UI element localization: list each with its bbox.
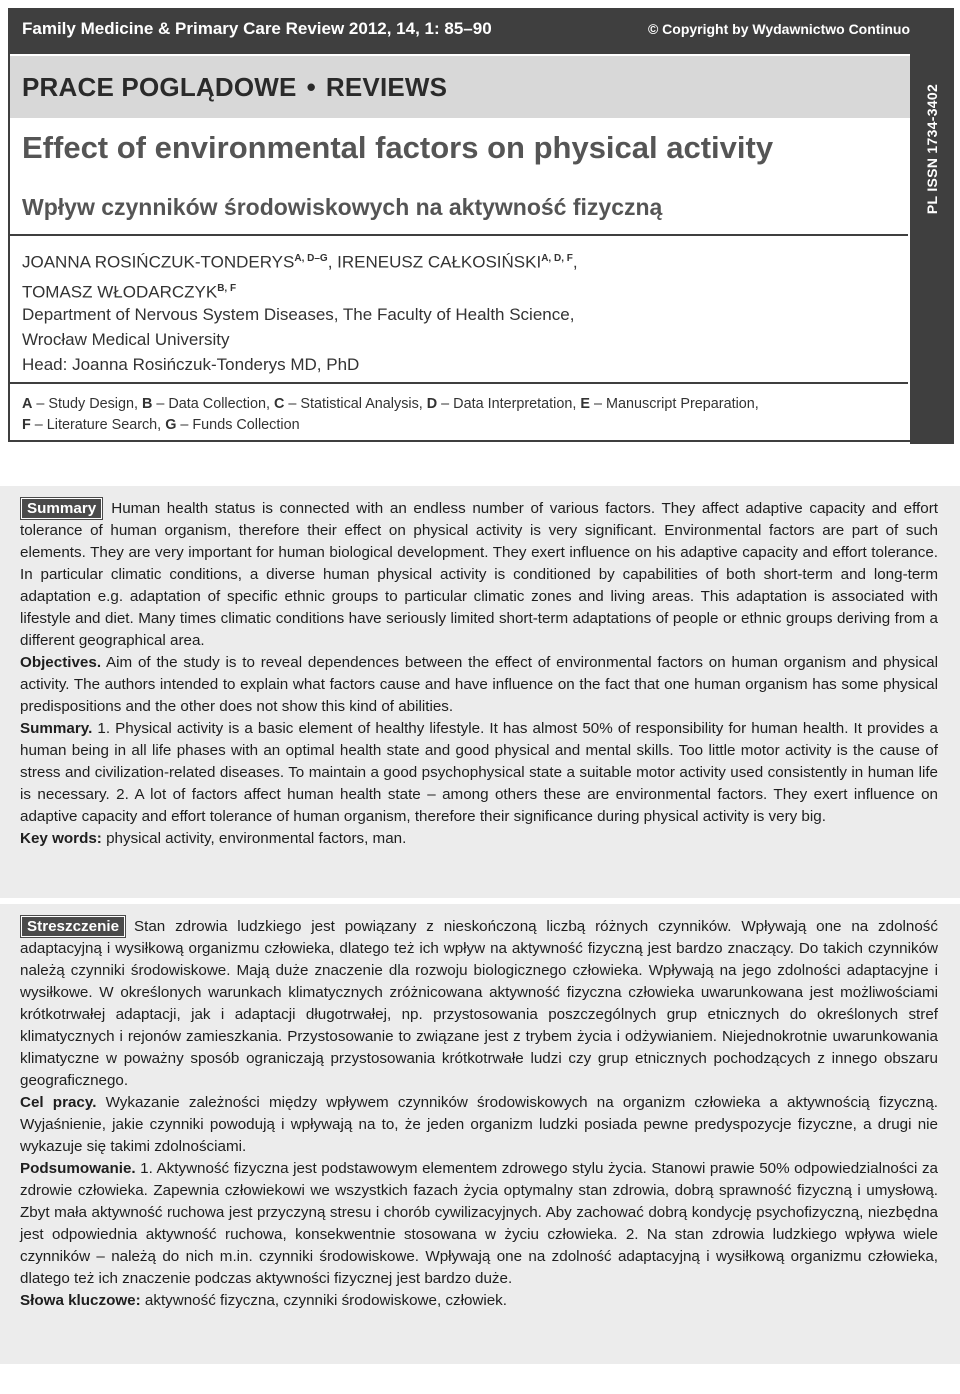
abstract-intro	[20, 498, 938, 652]
podsumowanie-label: Podsumowanie.	[20, 1160, 136, 1177]
contribution-text: – Funds Collection	[176, 417, 300, 433]
issn-sidebar	[910, 54, 954, 444]
section-separator: •	[306, 72, 316, 102]
author-separator: ,	[572, 252, 578, 272]
journal-citation: Family Medicine & Primary Care Review 2012, 14, 1: 85–90	[22, 19, 492, 38]
article-title-pl: Wpływ czynników środowiskowych na aktywność fizyczną	[22, 194, 663, 220]
contribution-key: C	[274, 396, 285, 412]
abstract-keywords	[20, 828, 938, 850]
streszczenie-intro	[20, 916, 938, 1092]
summary-label: Summary.	[20, 720, 93, 737]
author-name: JOANNA ROSIŃCZUK-TONDERYS	[22, 252, 295, 272]
contribution-key: D	[426, 396, 438, 412]
objectives-text: Aim of the study is to reveal dependences between the effect of environmental factors on human organism and physical activity. The authors intended to explain what factors cause and have influence on the fact that one human organism has some physical predispositions and the other does not show this kind of abilities.	[20, 654, 938, 715]
keywords-text: physical activity, environmental factors, man.	[101, 830, 407, 847]
contribution-key: A	[22, 396, 33, 412]
streszczenie-summary	[20, 1158, 938, 1290]
contribution-legend-box	[10, 384, 908, 440]
author-name: TOMASZ WŁODARCZYK	[22, 282, 218, 302]
author-contribution-code: A, D–G	[294, 253, 328, 264]
contribution-key: B	[142, 396, 153, 412]
goal-label: Cel pracy.	[20, 1094, 97, 1111]
contribution-text: – Study Design,	[32, 396, 142, 412]
journal-header-bar	[8, 8, 954, 54]
author-name: , IRENEUSZ CAŁKOSIŃSKI	[327, 252, 542, 272]
abstract-objectives	[20, 652, 938, 718]
contribution-text: – Literature Search,	[30, 417, 166, 433]
affiliation-department: Department of Nervous System Diseases, The Faculty of Health Science,	[22, 305, 575, 324]
contribution-key: F	[22, 417, 31, 433]
abstract-polish	[20, 904, 938, 1364]
author-contribution-code: A, D, F	[541, 253, 573, 264]
contribution-key: E	[580, 396, 590, 412]
abstract-english	[20, 486, 938, 898]
streszczenie-keywords	[20, 1290, 938, 1312]
copyright-notice: © Copyright by Wydawnictwo Continuo	[647, 21, 910, 37]
authors-affiliation-box	[10, 236, 908, 384]
contribution-text: – Data Collection,	[152, 396, 274, 412]
issn-label: PL ISSN 1734-3402	[924, 83, 940, 215]
slowa-kluczowe-text: aktywność fizyczna, czynniki środowiskowe, człowiek.	[140, 1292, 507, 1309]
abstract-summary	[20, 718, 938, 828]
streszczenie-goal	[20, 1092, 938, 1158]
contribution-key: G	[165, 417, 177, 433]
author-contribution-code: B, F	[217, 282, 237, 294]
section-label	[22, 72, 447, 103]
contribution-text: – Manuscript Preparation,	[590, 396, 759, 412]
contribution-text: – Statistical Analysis,	[284, 396, 427, 412]
slowa-kluczowe-label: Słowa kluczowe:	[20, 1292, 141, 1309]
article-title-en: Effect of environmental factors on physical activity	[22, 130, 774, 165]
goal-text: Wykazanie zależności między wpływem czynników środowiskowych na organizm człowieka a aktywnością fizyczną. Wyjaśnienie, jakie czynniki powodują i wpływają na to, że jeden organizm ludzki posiada pewne predyspozycje fizyczne, a drugi nie wykazuje się takimi zdolnościami.	[20, 1094, 938, 1155]
streszczenie-badge: Streszczenie	[22, 917, 124, 936]
article-titles	[10, 118, 908, 236]
summary-text: 1. Physical activity is a basic element of healthy lifestyle. It has almost 50% of responsibility for human health. It provides a human being in all life phases with an optimal health state and good physical and mental skills. Too little motor activity is the cause of stress and civilization-related diseases. To maintain a good psychophysical state a suitable motor activity used consistently in human life is necessary. 2. A lot of factors affect human health state – among others these are environmental factors. They exert influence on adaptive capacity and effort tolerance of human organism, therefore their significance during physical activity is very big.	[20, 720, 938, 825]
section-label-pl: PRACE POGLĄDOWE	[22, 72, 297, 102]
objectives-label: Objectives.	[20, 654, 102, 671]
summary-badge: Summary	[22, 499, 101, 518]
section-label-en: REVIEWS	[325, 72, 448, 102]
contribution-legend	[22, 394, 902, 436]
author-list	[22, 246, 578, 305]
affiliation-head: Head: Joanna Rosińczuk-Tonderys MD, PhD	[22, 355, 360, 374]
keywords-label: Key words:	[20, 830, 102, 847]
streszczenie-intro-text: Stan zdrowia ludzkiego jest powiązany z nieskończoną liczbą różnych czynników. Wpływają one na zdolność adaptacyjną i wysiłkową organizmu człowieka, dlatego też ich wpływ na aktywność fizyczną jest bardzo znaczący. Do takich czynników należą czynniki środowiskowe. Mają duże znaczenie dla rozwoju biologicznego człowieka. Wpływają na jego zdolności adaptacyjne i wysiłkowe. W określonych warunkach klimatycznych zróżnicowana aktywność fizyczna człowieka uwarunkowana jest możliwościami krótkotrwałej adaptacji, jak i adaptacji długotrwałej, np. przystosowania poszczególnych grup etnicznych do określonych stref klimatycznych i rejonów zamieszkania. Przystosowanie to związane jest z trybem życia i odżywianiem. Niejednokrotnie uwarunkowania klimatyczne w poważny sposób ograniczają przystosowania krótkotrwałe ludzi czy grup etnicznych pochodzących z innego obszaru geograficznego.	[20, 918, 938, 1089]
contribution-text: – Data Interpretation,	[437, 396, 581, 412]
affiliation	[22, 302, 574, 377]
affiliation-university: Wrocław Medical University	[22, 330, 230, 349]
podsumowanie-text: 1. Aktywność fizyczna jest podstawowym elementem zdrowego stylu życia. Stanowi prawie 50% odpowiedzialności za zdrowie człowieka. Zapewnia człowiekowi we wszystkich fazach życia optymalny stan zdrowia, dobrą sprawność fizyczną i umysłową. Zbyt mała aktywność ruchowa jest przyczyną stresu i chorób cywilizacyjnych. Aby zachować dobrą kondycję psychofizyczną, niezbędna jest odpowiednia aktywność ruchowa, konsekwentnie stosowana w życiu człowieka. 2. Na stan zdrowia ludzkiego wpływa wiele czynników – należą do nich m.in. czynniki środowiskowe. Wpływają one na zdolność adaptacyjną i wysiłkową organizmu człowieka, dlatego też ich znaczenie podczas aktywności fizycznej jest bardzo duże.	[20, 1160, 938, 1287]
abstract-intro-text: Human health status is connected with an endless number of various factors. They affect adaptive capacity and effort tolerance of human organism, therefore their effect on physical activity is very significant. Environmental factors are part of such elements. They are very important for human biological development. They exert influence on his adaptive capacity and effort tolerance. In particular climatic conditions, a diverse human physical activity is conditioned by capabilities of both short-term and long-term adaptation e.g. adaptation of specific ethnic groups to particular climatic zones and living areas. This adaptation is associated with lifestyle and diet. Many times climatic conditions have seriously limited short-term adaptations of people or ethnic groups deriving from a different geographical area.	[20, 500, 938, 649]
